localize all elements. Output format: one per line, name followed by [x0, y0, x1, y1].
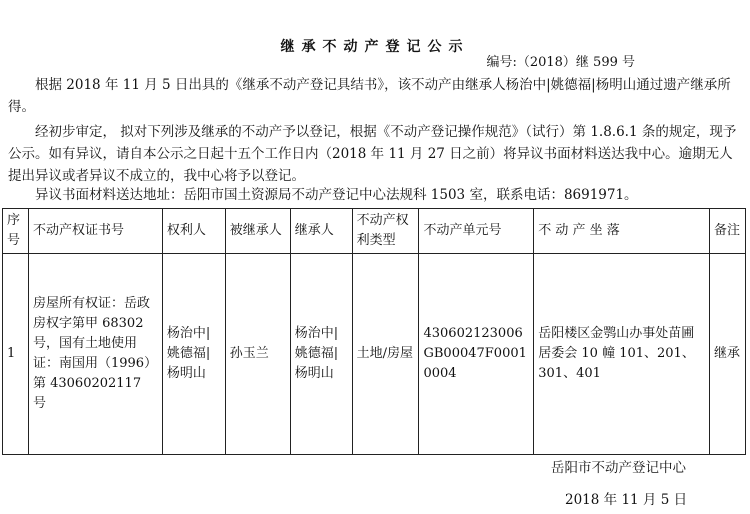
header-decedent: 被继承人 [225, 209, 290, 254]
issue-date: 2018 年 11 月 5 日 [565, 492, 688, 508]
paragraph-inheritance-basis: 根据 2018 年 11 月 5 日出具的《继承不动产登记具结书》，该不动产由继承人杨治中|姚德福|杨明山通过遗产继承所得。 [8, 77, 731, 115]
paragraph-review-objection: 经初步审定， 拟对下列涉及继承的不动产予以登记，根据《不动产登记操作规范》（试行）第 1.8.6.1 条的规定，现予公示。如有异议，请自本公示之日起十五个工作日内（2018 年 11 月 27 日之前）将异议书面材料送达我中心。逾期无人提出异议或者异议不成立的，我中心将予以登记。 [8, 124, 737, 184]
property-table [2, 208, 746, 455]
cell-remarks: 继承 [709, 254, 745, 455]
cell-decedent: 孙玉兰 [225, 254, 290, 455]
cell-right-holder: 杨治中|姚德福|杨明山 [162, 254, 225, 455]
header-right-type: 不动产权利类型 [352, 209, 419, 254]
header-cert-no: 不动产权证书号 [28, 209, 162, 254]
cell-right-type: 土地/房屋 [352, 254, 419, 455]
cell-location: 岳阳楼区金鹗山办事处苗圃居委会 10 幢 101、201、301、401 [534, 254, 710, 455]
header-right-holder: 权利人 [162, 209, 225, 254]
issuer-name: 岳阳市不动产登记中心 [551, 460, 686, 476]
cell-heir: 杨治中|姚德福|杨明山 [290, 254, 352, 455]
table-header-row [3, 209, 746, 254]
table-row [3, 254, 746, 455]
header-remarks: 备注 [709, 209, 745, 254]
header-location: 不 动 产 坐 落 [534, 209, 710, 254]
cell-unit-no: 430602123006GB00047F00010004 [419, 254, 534, 455]
notice-title: 继承不动产登记公示 [280, 39, 470, 55]
cell-seq: 1 [3, 254, 29, 455]
header-unit-no: 不动产单元号 [419, 209, 534, 254]
paragraph-objection-address: 异议书面材料送达地址：岳阳市国土资源局不动产登记中心法规科 1503 室，联系电话：8691971。 [35, 187, 638, 203]
cell-cert-no: 房屋所有权证：岳政房权字第甲 68302号，国有土地使用证：南国用（1996）第 43060202117 号 [28, 254, 162, 455]
document-number: 编号:（2018）继 599 号 [486, 55, 635, 70]
header-seq: 序号 [3, 209, 29, 254]
header-heir: 继承人 [290, 209, 352, 254]
